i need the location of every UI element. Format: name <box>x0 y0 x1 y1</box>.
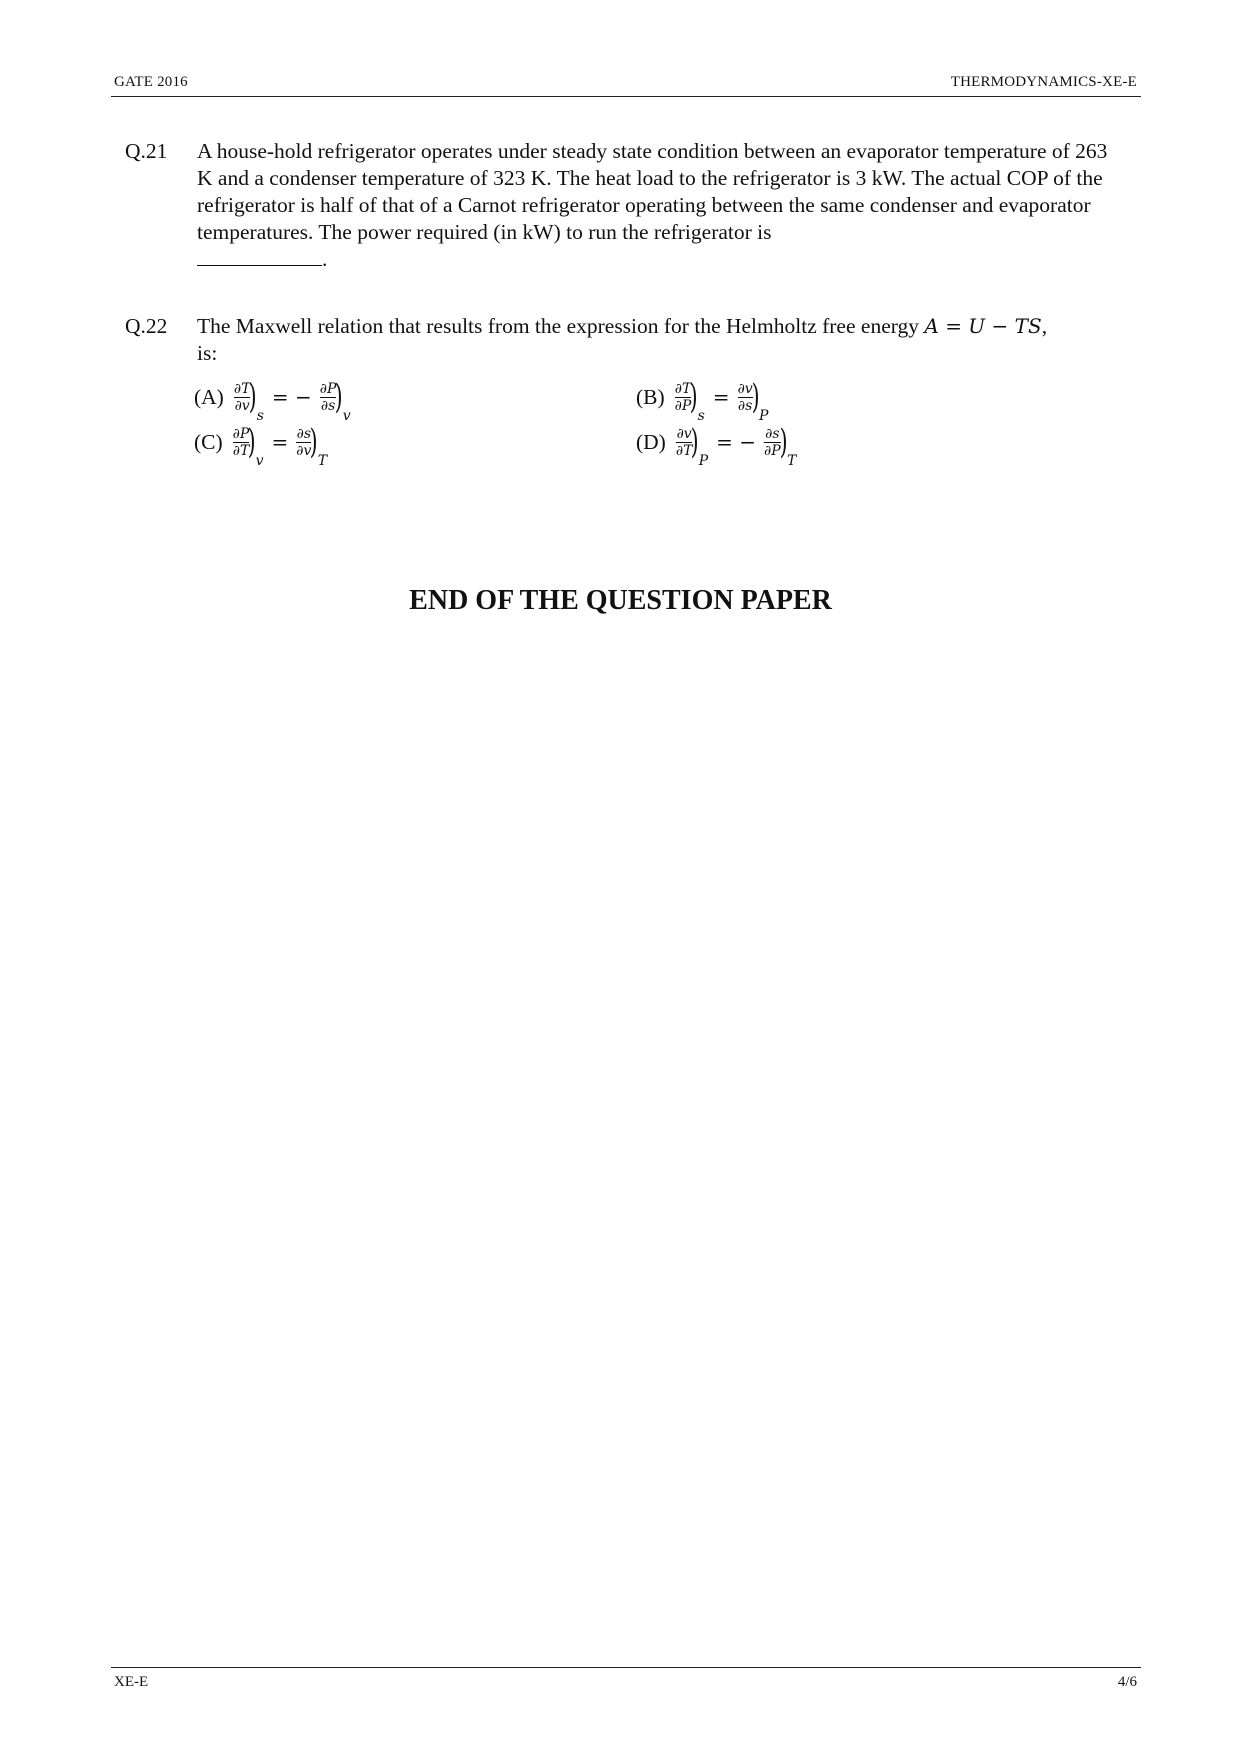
footer-section-code: XE-E <box>114 1674 149 1690</box>
fraction: $\frac{\partial s}{\partial v}$ <box>296 425 312 459</box>
header-exam-name: GATE 2016 <box>114 74 188 90</box>
question-number: Q.21 <box>125 139 168 163</box>
fraction: $\frac{\partial T}{\partial v}$ <box>233 380 251 414</box>
option-a: (A) $\frac{\partial T}{\partial v}$ ) s = − $\frac{\partial P}{\partial s}$ ) v <box>194 377 351 424</box>
page-number: 4/6 <box>1117 1674 1137 1690</box>
header-paper-code: THERMODYNAMICS-XE-E <box>950 74 1137 90</box>
question-text: A house-hold refrigerator operates under steady state condition between an evaporator temperature of 263 K and a condenser temperature of 323 K. The heat load to the refrigerator is 3 kW. The actual COP of the refrigerator is half of that of a Carnot refrigerator operating between the same condenser and evaporator temperatures. The power required (in kW) to run the refrigerator is . <box>197 139 1108 271</box>
fraction: $\frac{\partial P}{\partial T}$ <box>232 425 250 459</box>
answer-blank <box>197 246 322 266</box>
question-number: Q.22 <box>125 314 168 338</box>
helmholtz-equation: A = U − TS <box>924 314 1042 338</box>
option-b: (B) $\frac{\partial T}{\partial P}$ ) s = $\frac{\partial v}{\partial s}$ ) P <box>636 377 769 424</box>
fraction: $\frac{\partial P}{\partial s}$ <box>319 380 337 414</box>
option-d: (D) $\frac{\partial v}{\partial T}$ ) P = − $\frac{\partial s}{\partial P}$ ) T <box>636 422 797 469</box>
end-of-paper-title: END OF THE QUESTION PAPER <box>409 585 832 616</box>
fraction: $\frac{\partial T}{\partial P}$ <box>674 380 692 414</box>
option-c: (C) $\frac{\partial P}{\partial T}$ ) v = $\frac{\partial s}{\partial v}$ ) T <box>194 422 328 469</box>
fraction: $\frac{\partial s}{\partial P}$ <box>764 425 781 459</box>
question-text: The Maxwell relation that results from the expression for the Helmholtz free energy A = U − TS, is: <box>197 314 1048 365</box>
fraction: $\frac{\partial v}{\partial T}$ <box>675 425 693 459</box>
fraction: $\frac{\partial v}{\partial s}$ <box>737 380 753 414</box>
header-divider <box>111 96 1141 97</box>
footer-divider <box>111 1667 1141 1668</box>
